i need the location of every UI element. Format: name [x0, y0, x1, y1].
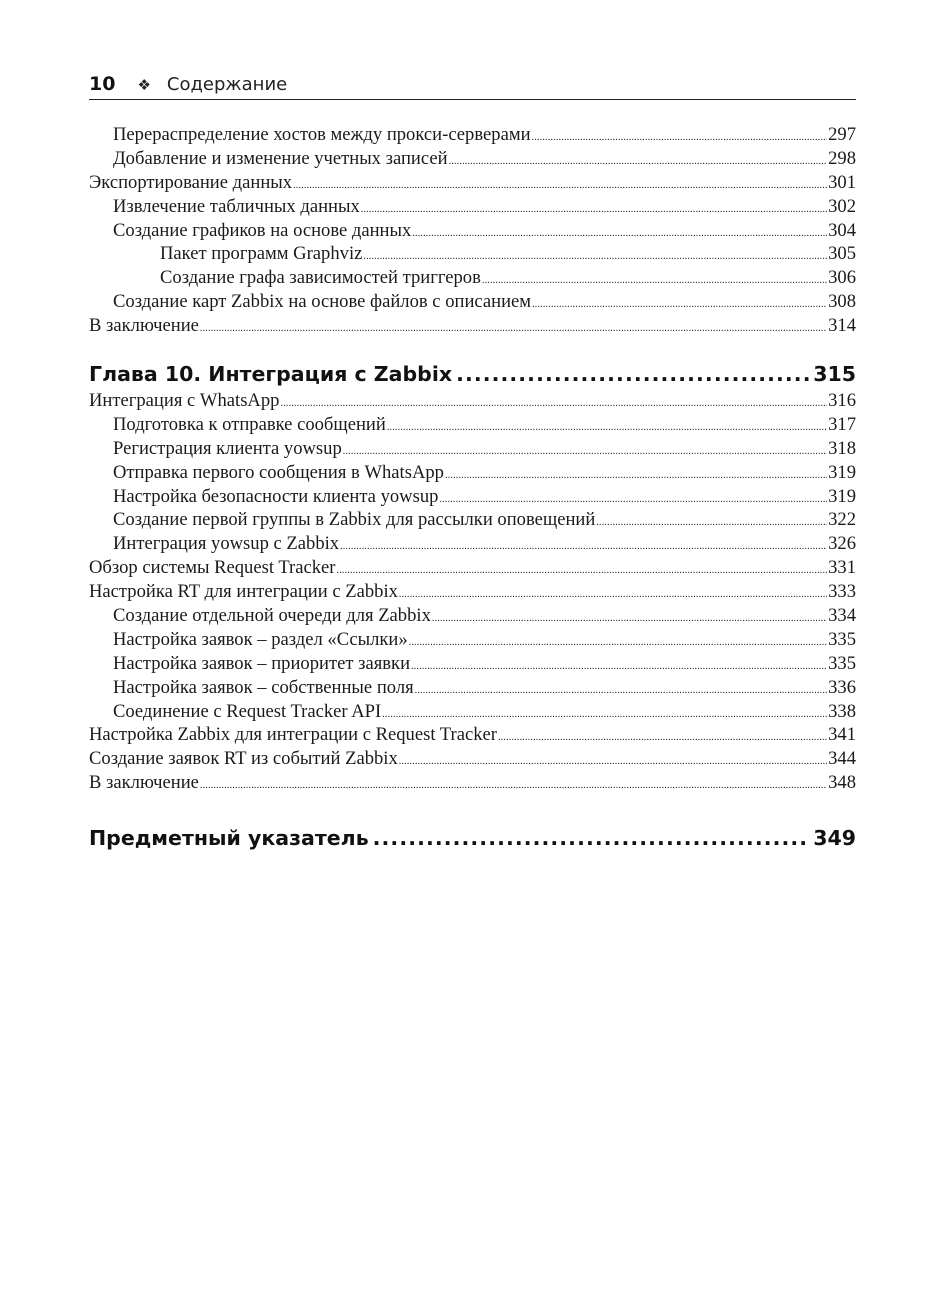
- toc-entry[interactable]: [89, 556, 856, 580]
- dot-leader: [399, 750, 827, 774]
- toc-entry-page: 301: [828, 171, 856, 193]
- toc-entry-page: 348: [828, 772, 856, 794]
- dot-leader: [373, 823, 811, 853]
- chapter-title: Глава 10. Интеграция с Zabbix: [89, 362, 453, 387]
- toc-entry[interactable]: [89, 580, 856, 604]
- toc-entry-page: 326: [828, 533, 856, 555]
- toc-entry[interactable]: [89, 219, 856, 243]
- dot-leader: [340, 535, 827, 559]
- toc-entry-page: 335: [828, 628, 856, 650]
- toc-entry-page: 306: [828, 267, 856, 289]
- dot-leader: [411, 655, 827, 679]
- toc-entry[interactable]: [89, 628, 856, 652]
- toc-entry-page: 305: [828, 243, 856, 265]
- toc-entry-title: Создание карт Zabbix на основе файлов с описанием: [113, 291, 532, 313]
- toc-entry-title: Подготовка к отправке сообщений: [113, 413, 386, 435]
- toc-entry[interactable]: [89, 413, 856, 437]
- dot-leader: [412, 222, 827, 246]
- toc-entry-title: Извлечение табличных данных: [113, 195, 360, 217]
- running-header-title: Содержание: [166, 74, 288, 95]
- toc-entry-title: Отправка первого сообщения в WhatsApp: [113, 461, 444, 483]
- dot-leader: [596, 511, 827, 535]
- toc-entry-page: 341: [828, 724, 856, 746]
- toc-entry-page: 304: [828, 219, 856, 241]
- dot-leader: [387, 416, 827, 440]
- dot-leader: [336, 559, 827, 583]
- dot-leader: [415, 679, 827, 703]
- toc-section-chapter10: [89, 389, 856, 795]
- toc-entry[interactable]: [89, 437, 856, 461]
- toc-entry[interactable]: [89, 290, 856, 314]
- dot-leader: [200, 774, 827, 798]
- toc-entry-title: Пакет программ Graphviz: [160, 243, 363, 265]
- toc-entry-page: 333: [828, 581, 856, 603]
- toc-entry[interactable]: [89, 195, 856, 219]
- toc-entry-page: 298: [828, 147, 856, 169]
- toc-entry-page: 322: [828, 509, 856, 531]
- toc-entry-title: Настройка безопасности клиента yowsup: [113, 485, 439, 507]
- dot-leader: [361, 198, 827, 222]
- toc-entry-page: 318: [828, 437, 856, 459]
- toc-entry[interactable]: [89, 171, 856, 195]
- toc-entry-page: 334: [828, 605, 856, 627]
- toc-entry-page: 331: [828, 557, 856, 579]
- toc-entry-page: 308: [828, 291, 856, 313]
- toc-entry-title: Обзор системы Request Tracker: [89, 557, 336, 579]
- toc-entry-title: Создание графиков на основе данных: [113, 219, 412, 241]
- toc-entry-title: Создание графа зависимостей триггеров: [160, 267, 481, 289]
- toc-entry-title: Интеграция с WhatsApp: [89, 390, 280, 412]
- dot-leader: [409, 631, 827, 655]
- dot-leader: [432, 607, 827, 631]
- toc-entry-title: В заключение: [89, 772, 199, 794]
- toc-entry-page: 297: [828, 124, 856, 145]
- toc-entry-title: Интеграция yowsup с Zabbix: [113, 533, 340, 555]
- toc-entry-title: Добавление и изменение учетных записей: [113, 147, 448, 169]
- toc-entry-title: Настройка Zabbix для интеграции с Request Tracker: [89, 724, 497, 746]
- toc-entry[interactable]: [89, 242, 856, 266]
- toc-entry-page: 316: [828, 390, 856, 412]
- running-header: [89, 70, 856, 100]
- dot-leader: [445, 464, 827, 488]
- toc-entry[interactable]: [89, 508, 856, 532]
- dot-leader: [482, 269, 827, 293]
- dot-leader: [532, 293, 827, 317]
- toc-entry-title: Экспортирование данных: [89, 171, 293, 193]
- toc-entry-title: Соединение с Request Tracker API: [113, 700, 382, 722]
- toc-entry-title: В заключение: [89, 315, 199, 337]
- index-title: Предметный указатель: [89, 826, 369, 851]
- toc-entry-page: 319: [828, 461, 856, 483]
- toc-entry[interactable]: [89, 723, 856, 747]
- dot-leader: [449, 150, 828, 174]
- toc-entry-title: Настройка заявок – собственные поля: [113, 676, 414, 698]
- toc-section-chapter9-continued: [89, 123, 856, 338]
- toc-entry[interactable]: [89, 123, 856, 147]
- toc-entry-title: Создание отдельной очереди для Zabbix: [113, 605, 431, 627]
- toc-entry[interactable]: [89, 771, 856, 795]
- toc-entry-page: 335: [828, 652, 856, 674]
- toc-entry[interactable]: [89, 389, 856, 413]
- page-number: 10: [89, 73, 116, 95]
- toc-entry-title: Настройка заявок – раздел «Ссылки»: [113, 628, 408, 650]
- toc-entry[interactable]: [89, 747, 856, 771]
- chapter-heading[interactable]: [89, 359, 856, 389]
- dot-leader: [399, 583, 827, 607]
- dot-leader: [532, 126, 828, 150]
- toc-entry-page: 344: [828, 748, 856, 770]
- toc-entry-title: Создание первой группы в Zabbix для рассылки оповещений: [113, 509, 596, 531]
- toc-entry[interactable]: [89, 652, 856, 676]
- index-heading[interactable]: [89, 823, 856, 853]
- toc-entry-title: Настройка заявок – приоритет заявки: [113, 652, 411, 674]
- toc-entry[interactable]: [89, 604, 856, 628]
- chapter-page-number: 315: [813, 362, 856, 387]
- toc-entry-title: Настройка RT для интеграции с Zabbix: [89, 581, 398, 603]
- dot-leader: [456, 359, 810, 389]
- toc-entry-page: 319: [828, 485, 856, 507]
- toc-entry[interactable]: [89, 700, 856, 724]
- table-of-contents: [89, 123, 856, 853]
- dot-leader: [200, 317, 827, 341]
- toc-entry-title: Регистрация клиента yowsup: [113, 437, 342, 459]
- toc-entry[interactable]: [89, 485, 856, 509]
- toc-entry-title: Создание заявок RT из событий Zabbix: [89, 748, 398, 770]
- toc-entry[interactable]: [89, 147, 856, 171]
- index-page-number: 349: [813, 826, 856, 851]
- toc-entry-page: 338: [828, 700, 856, 722]
- toc-entry-title: Перераспределение хостов между прокси-серверами: [113, 124, 531, 145]
- toc-entry[interactable]: [89, 676, 856, 700]
- toc-entry[interactable]: [89, 314, 856, 338]
- ornament-icon: ❖: [137, 76, 151, 94]
- toc-entry-page: 317: [828, 413, 856, 435]
- toc-entry-page: 302: [828, 195, 856, 217]
- toc-entry[interactable]: [89, 532, 856, 556]
- dot-leader: [498, 726, 827, 750]
- dot-leader: [293, 174, 827, 198]
- toc-entry[interactable]: [89, 266, 856, 290]
- toc-entry-page: 314: [828, 315, 856, 337]
- toc-entry[interactable]: [89, 461, 856, 485]
- toc-entry-page: 336: [828, 676, 856, 698]
